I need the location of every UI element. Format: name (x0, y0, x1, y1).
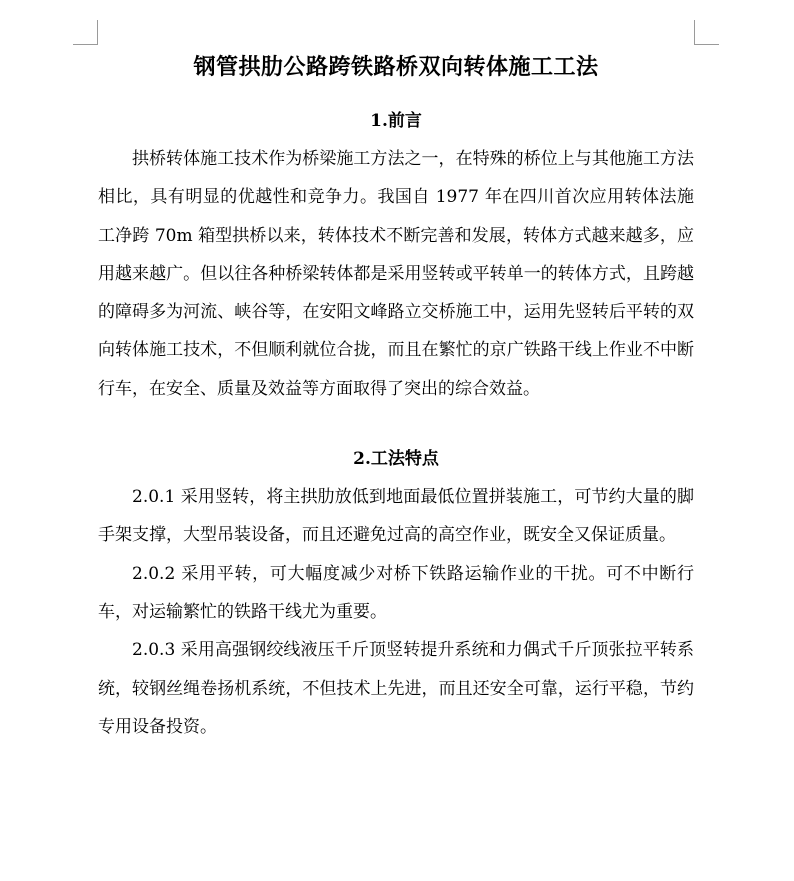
document-page (98, 44, 694, 746)
paragraph: 2.0.2 采用平转，可大幅度减少对桥下铁路运输作业的干扰。可不中断行车，对运输繁忙的铁路干线尤为重要。 (98, 563, 694, 622)
page-corner-mark-top-right (694, 20, 719, 45)
paragraph: 2.0.3 采用高强钢绞线液压千斤顶竖转提升系统和力偶式千斤顶张拉平转系统，较钢丝绳卷扬机系统，不但技术上先进，而且还安全可靠，运行平稳，节约专用设备投资。 (98, 640, 694, 737)
section-heading-features: 2.工法特点 (353, 449, 439, 470)
page-corner-mark-top-left (73, 20, 98, 45)
paragraph: 拱桥转体施工技术作为桥梁施工方法之一，在特殊的桥位上与其他施工方法相比，具有明显的优越性和竞争力。我国自 1977 年在四川首次应用转体法施工净跨 70m 箱型拱桥以来，转体技术不断完善和发展，转体方式越来越多，应用越来越广。但以往各种桥梁转体都是采用竖转或平转单一的转体方式，且跨越的障碍多为河流、峡谷等，在安阳文峰路立交桥施工中，运用先竖转后平转的双向转体施工技术，不但顺利就位合拢，而且在繁忙的京广铁路干线上作业不中断行车，在安全、质量及效益等方面取得了突出的综合效益。 (98, 149, 694, 399)
paragraph: 2.0.1 采用竖转，将主拱肋放低到地面最低位置拼装施工，可节约大量的脚手架支撑，大型吊装设备，而且还避免过高的高空作业，既安全又保证质量。 (98, 487, 694, 546)
section-heading-preface: 1.前言 (370, 111, 422, 131)
document-title: 钢管拱肋公路跨铁路桥双向转体施工工法 (193, 54, 599, 80)
